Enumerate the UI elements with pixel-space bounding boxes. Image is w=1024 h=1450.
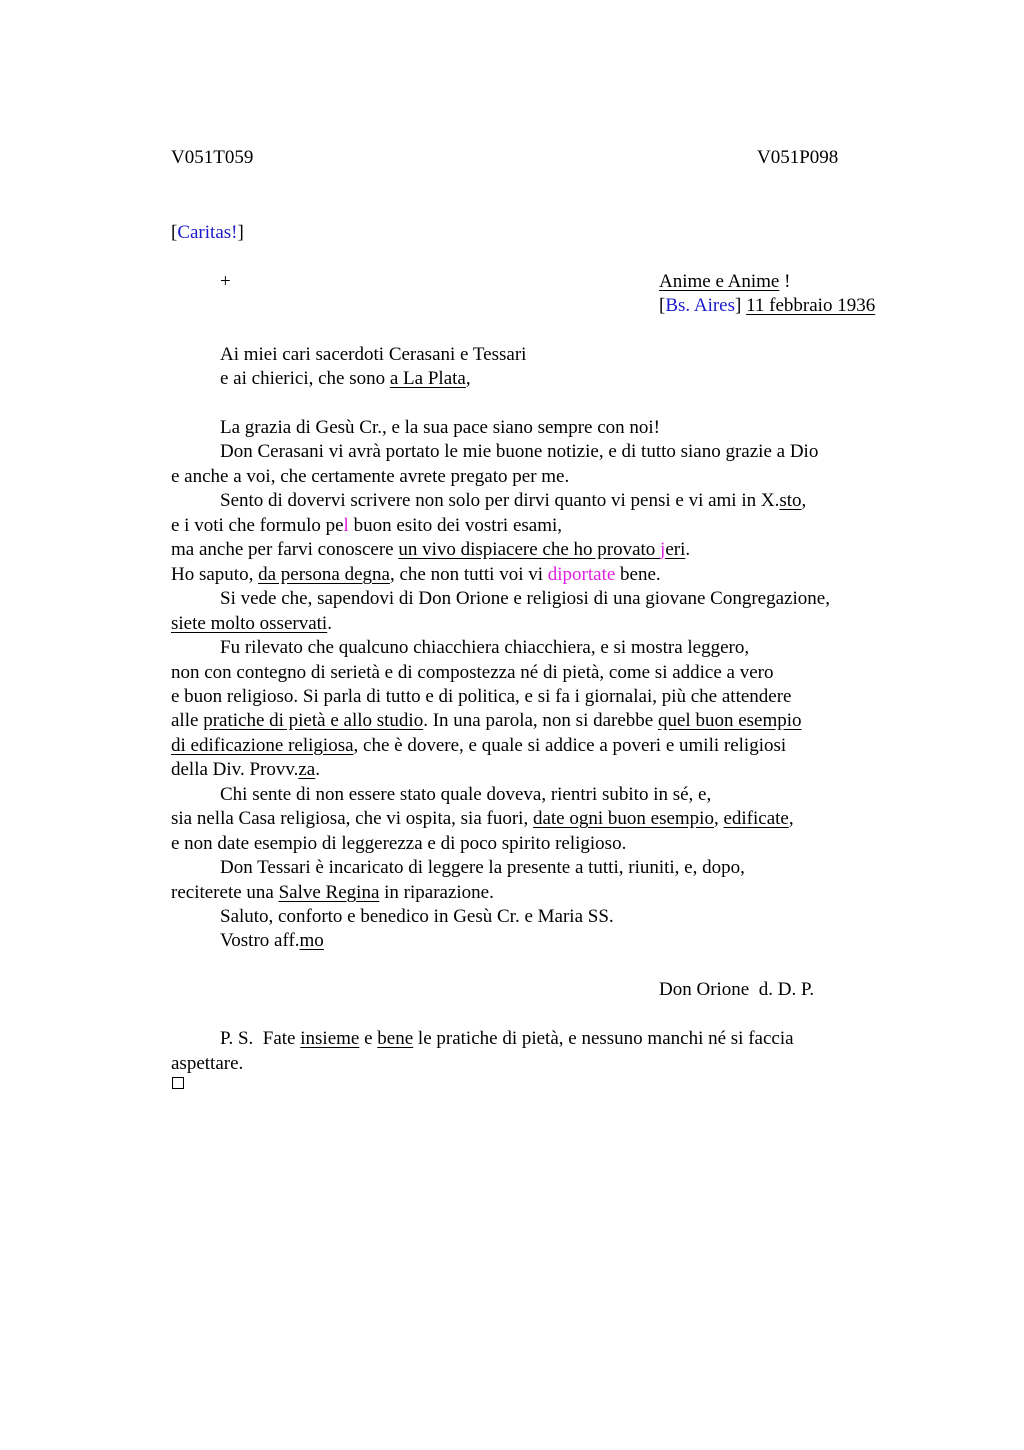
body-line: non con contegno di serietà e di compostezza né di pietà, come si addice a vero (171, 662, 774, 683)
body-line: sia nella Casa religiosa, che vi ospita, sia fuori, date ogni buon esempio, edificate, (171, 808, 794, 829)
place-date: [Bs. Aires] 11 febbraio 1936 (659, 295, 876, 316)
body-line: Si vede che, sapendovi di Don Orione e religiosi di una giovane Congregazione, (220, 588, 830, 609)
letter-date: 11 febbraio 1936 (746, 295, 876, 316)
body-line: e buon religioso. Si parla di tutto e di politica, e si fa i giornalai, più che attendere (171, 686, 792, 707)
postscript-line-2: aspettare. (171, 1053, 244, 1074)
body-line: Don Tessari è incaricato di leggere la presente a tutti, riuniti, e, dopo, (220, 857, 745, 878)
body-line: Chi sente di non essere stato quale doveva, rientri subito in sé, e, (220, 784, 712, 805)
document-code-right: V051P098 (757, 147, 839, 168)
body-line: Saluto, conforto e benedico in Gesù Cr. e Maria SS. (220, 906, 614, 927)
body-line: e i voti che formulo pel buon esito dei vostri esami, (171, 515, 563, 536)
postscript-line-1: P. S. Fate insieme e bene le pratiche di pietà, e nessuno manchi né si faccia (220, 1028, 794, 1049)
end-box-icon (172, 1077, 184, 1089)
body-line: alle pratiche di pietà e allo studio. In una parola, non si darebbe quel buon esempio (171, 710, 802, 731)
closing-line: Vostro aff.mo (220, 930, 324, 951)
body-line: siete molto osservati. (171, 613, 332, 634)
body-line: reciterete una Salve Regina in riparazione. (171, 882, 494, 903)
motto: Anime e Anime ! (659, 271, 791, 292)
caritas-heading: [Caritas!] (171, 222, 244, 243)
body-line: e anche a voi, che certamente avrete pregato per me. (171, 466, 570, 487)
cross-symbol: + (220, 271, 231, 292)
address-line-1: Ai miei cari sacerdoti Cerasani e Tessari (220, 344, 527, 365)
place-name: Bs. Aires (665, 295, 736, 316)
body-line: Fu rilevato che qualcuno chiacchiera chiacchiera, e si mostra leggero, (220, 637, 750, 658)
body-line: della Div. Provv.za. (171, 759, 320, 780)
body-line: e non date esempio di leggerezza e di poco spirito religioso. (171, 833, 627, 854)
document-code-left: V051T059 (171, 147, 254, 168)
body-line: Sento di dovervi scrivere non solo per dirvi quanto vi pensi e vi ami in X.sto, (220, 490, 807, 511)
body-line: di edificazione religiosa, che è dovere, e quale si addice a poveri e umili religiosi (171, 735, 787, 756)
caritas-word: Caritas! (177, 222, 238, 243)
body-line: Ho saputo, da persona degna, che non tutti voi vi diportate bene. (171, 564, 661, 585)
body-line: Don Cerasani vi avrà portato le mie buone notizie, e di tutto siano grazie a Dio (220, 441, 819, 462)
address-line-2: e ai chierici, che sono a La Plata, (220, 368, 471, 389)
body-line: ma anche per farvi conoscere un vivo dispiacere che ho provato jeri. (171, 539, 691, 560)
signature: Don Orione d. D. P. (659, 979, 815, 1000)
body-line: La grazia di Gesù Cr., e la sua pace siano sempre con noi! (220, 417, 661, 438)
